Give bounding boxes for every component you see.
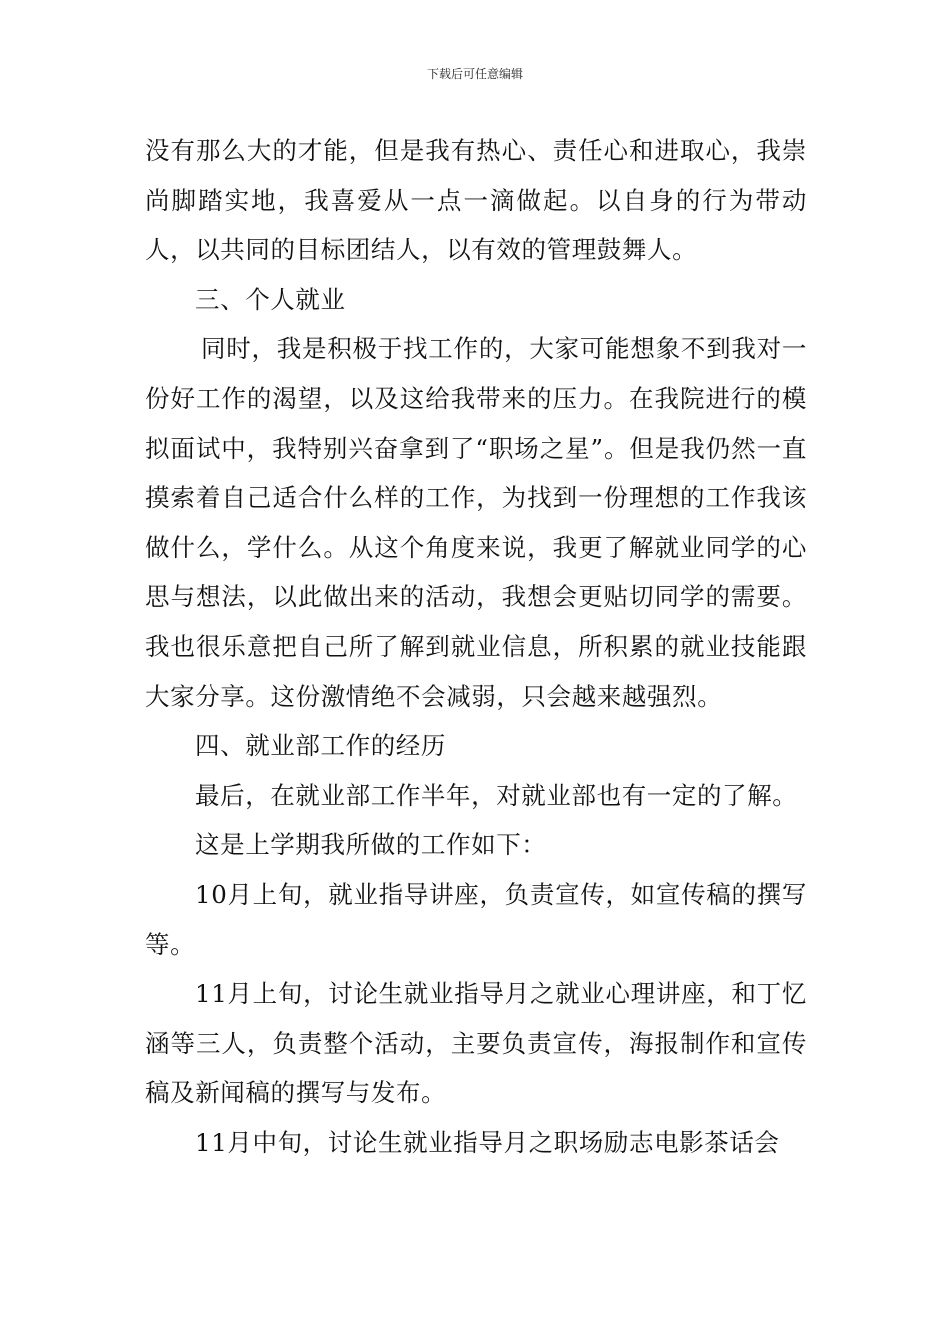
paragraph-job-search: 同时，我是积极于找工作的，大家可能想象不到我对一份好工作的渴望，以及这给我带来的压力。在我院进行的模拟面试中，我特别兴奋拿到了“职场之星”。但是我仍然一直摸索着自己适合什么样的工作，为找到一份理想的工作我该做什么，学什么。从这个角度来说，我更了解就业同学的心思与想法，以此做出来的活动，我想会更贴切同学的需要。我也很乐意把自己所了解到就业信息，所积累的就业技能跟大家分享。这份激情绝不会减弱，只会越来越强烈。 — [145, 334, 807, 711]
paragraph-experience: 最后，在就业部工作半年，对就业部也有一定的了解。 — [195, 780, 798, 810]
paragraph-1: 没有那么大的才能，但是我有热心、责任心和进取心，我崇尚脚踏实地，我喜爱从一点一滴做起。以自身的行为带动人，以共同的目标团结人，以有效的管理鼓舞人。 — [145, 136, 807, 265]
section-heading-4: 四、就业部工作的经历 — [195, 731, 446, 761]
paragraph-work-intro: 这是上学期我所做的工作如下： — [195, 830, 547, 860]
paragraph-october: 10月上旬，就业指导讲座，负责宣传，如宣传稿的撰写等。 — [145, 879, 807, 959]
section-heading-3: 三、个人就业 — [195, 284, 346, 314]
document-body — [145, 126, 807, 1167]
paragraph-november-mid: 11月中旬，讨论生就业指导月之职场励志电影茶话会 — [195, 1127, 780, 1157]
paragraph-november-early: 11月上旬，讨论生就业指导月之就业心理讲座，和丁忆涵等三人，负责整个活动，主要负责宣传，海报制作和宣传稿及新闻稿的撰写与发布。 — [145, 979, 807, 1108]
page-header: 下载后可任意编辑 — [426, 67, 523, 81]
